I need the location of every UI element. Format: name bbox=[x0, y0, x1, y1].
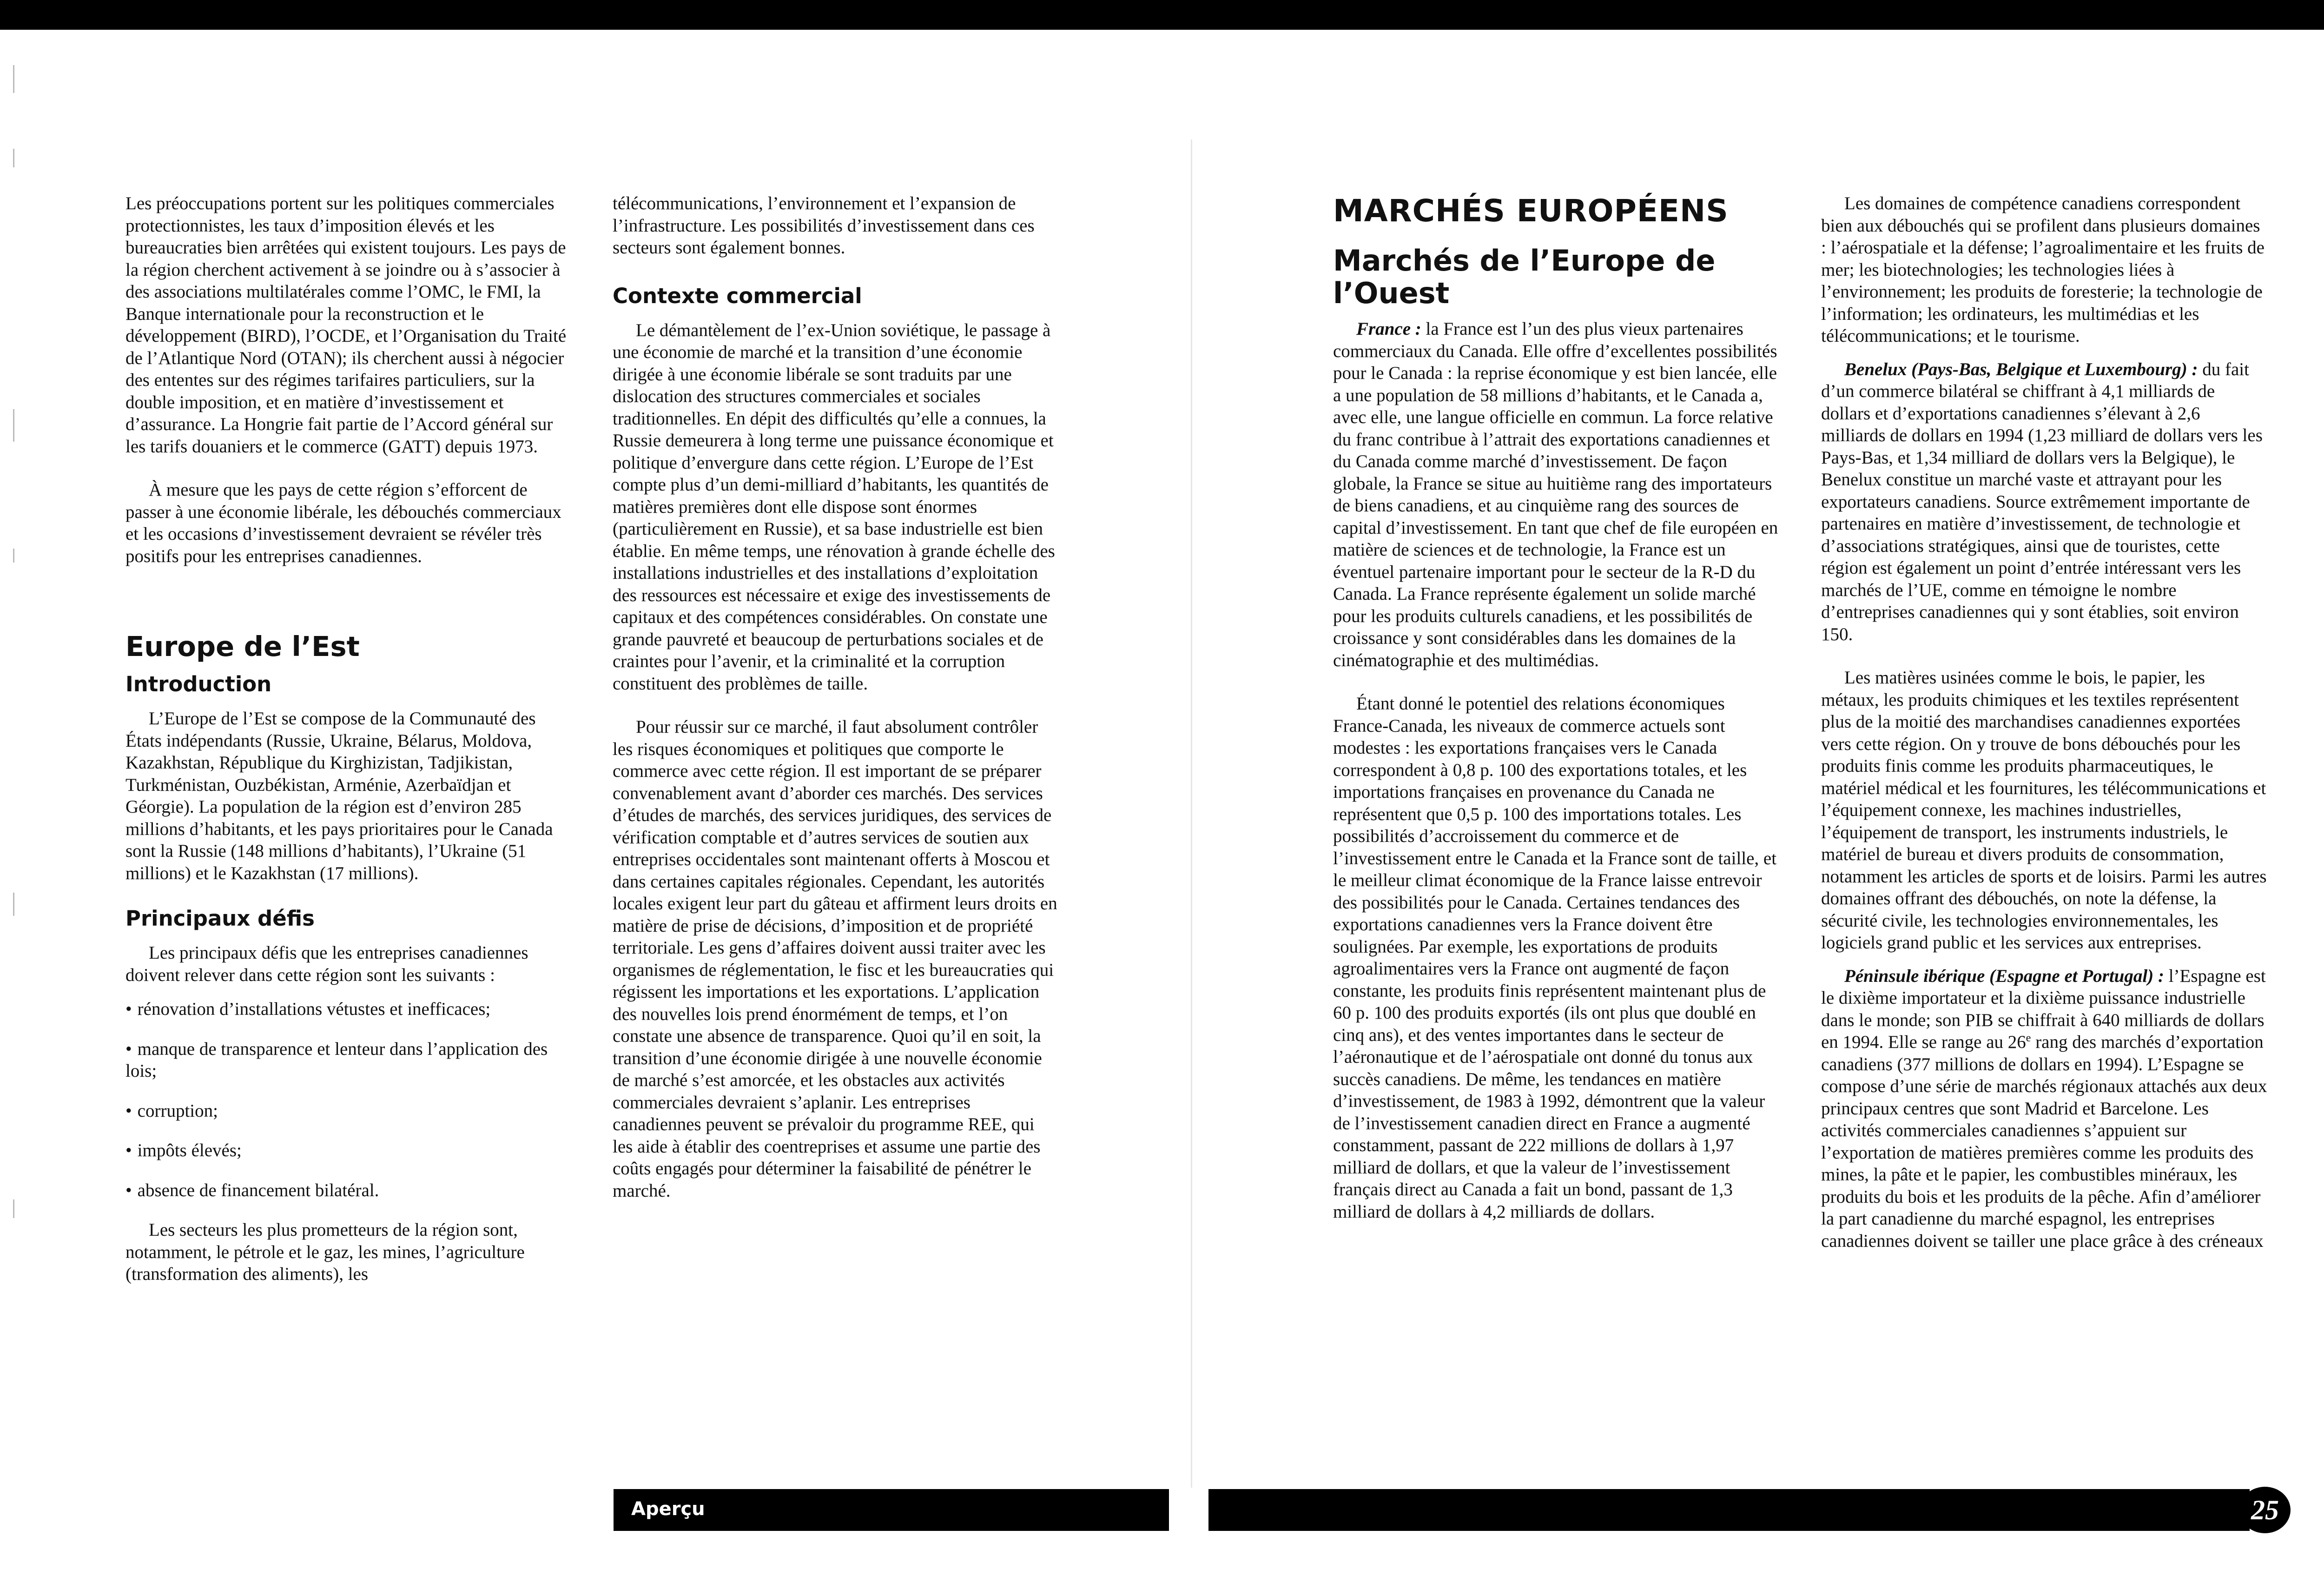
footer-section-label: Aperçu bbox=[631, 1498, 705, 1520]
paragraph-demantelement: Le démantèlement de l’ex-Union soviétique, le passage à une économie de marché et la transition d’une économie dirigée à une économie libérale se sont traduits par une dislocation des structures commerciales et sociales traditionnelles. En dépit des difficultés qu’elle a connues, la Russie demeurera à long terme une puissance économique et politique d’envergure dans cette région. L’Europe de l’Est compte plus d’un demi-milliard d’habitants, les quantités de matières premières dont elle dispose sont énormes (particulièrement en Russie), et sa base industrielle est bien établie. En même temps, une rénovation à grande échelle des installations industrielles et des installations d’exploitation des ressources est nécessaire et exige des investissements de capitaux et des compétences considérables. On constate une grande pauvreté et beaucoup de perturbations sociales et de craintes pour l’avenir, et la criminalité et la corruption constituent des problèmes de taille. bbox=[613, 320, 1055, 694]
heading-contexte-commercial: Contexte commercial bbox=[613, 283, 862, 308]
paragraph-benelux: Benelux (Pays-Bas, Belgique et Luxembourg) : du fait d’un commerce bilatéral se chiffrant à 4,1 milliards de dollars et d’exportations canadiennes s’élevant à 2,6 milliards de dollars en 1994 (1,23 milliard de dollars vers les Pays-Bas, et 1,34 milliard de dollars vers la Belgique), le Benelux constitue un marché vaste et attrayant pour les exportateurs canadiens. Source extrêmement importante de partenaires en matière d’investissement, de technologie et d’associations stratégiques, ainsi que de touristes, cette région est également un point d’entrée intéressant vers les marchés de l’UE, comme en témoigne le nombre d’entreprises canadiennes qui y sont établies, soit environ 150. bbox=[1821, 359, 2263, 644]
heading-introduction: Introduction bbox=[125, 672, 272, 696]
paragraph-matieres-usinees: Les matières usinées comme le bois, le papier, les métaux, les produits chimiques et les textiles représentent plus de la moitié des marchandises canadiennes exportées vers cette région. On y trouve de bons débouchés pour les produits finis comme les produits pharmaceutiques, le matériel médical et les fournitures, les télécommunications et l’équipement connexe, les machines industrielles, l’équipement de transport, les instruments industriels, le matériel de bureau et divers produits de consommation, notamment les articles de sports et de loisirs. Parmi les autres domaines offrant des débouchés, on note la défense, la sécurité civile, les technologies environnementales, les logiciels grand public et les services aux entreprises. bbox=[1821, 668, 2267, 953]
page-number-badge: 25 bbox=[2239, 1487, 2291, 1533]
page-gutter bbox=[1191, 139, 1192, 1488]
heading-europe-de-l-ouest: Marchés de l’Europe de l’Ouest bbox=[1333, 244, 1716, 310]
list-item: • rénovation d’installations vétustes et inefficaces; bbox=[125, 999, 491, 1019]
bullet-icon: • bbox=[125, 999, 132, 1019]
benelux-lead: Benelux (Pays-Bas, Belgique et Luxembourg) : bbox=[1844, 359, 2198, 379]
france-lead: France : bbox=[1356, 319, 1421, 339]
paragraph-telecommunications: télécommunications, l’environnement et l’expansion de l’infrastructure. Les possibilités d’investissement dans ces secteurs sont également bonnes. bbox=[613, 193, 1035, 258]
left-page-column-2 bbox=[613, 192, 1059, 1223]
heading-principaux-defis: Principaux défis bbox=[125, 906, 315, 931]
list-item: • absence de financement bilatéral. bbox=[125, 1180, 379, 1200]
heading-marches-europeens: MARCHÉS EUROPÉENS bbox=[1333, 193, 1729, 229]
paragraph-preoccupations: Les préoccupations portent sur les politiques commerciales protectionnistes, les taux d’imposition élevés et les bureaucraties bien arrêtées qui existent toujours. Les pays de la région cherchent activement à se joindre ou à s’associer à des associations multilatérales comme l’OMC, le FMI, la Banque internationale pour la reconstruction et le développement (BIRD), l’OCDE, et l’Organisation du Traité de l’Atlantique Nord (OTAN); ils cherchent aussi à négocier des ententes sur des régimes tarifaires particuliers, sur la double imposition, et en matière d’investissement et d’assurance. La Hongrie fait partie de l’Accord général sur les tarifs douaniers et le commerce (GATT) depuis 1973. bbox=[125, 193, 567, 457]
right-page-column-2 bbox=[1821, 192, 2267, 1273]
paragraph-etant-donne: Étant donné le potentiel des relations économiques France-Canada, les niveaux de commerce actuels sont modestes : les exportations françaises vers le Canada correspondent à 0,8 p. 100 des exportations totales, et les importations françaises en provenance du Canada ne représentent que 0,5 p. 100 des importations totales. Les possibilités d’accroissement du commerce et de l’investissement entre le Canada et la France sont de taille, et le meilleur climat économique de la France laisse entrevoir des possibilités pour le Canada. Certaines tendances des exportations canadiennes vers la France doivent être soulignées. Par exemple, les exportations de produits agroalimentaires vers la France ont augmenté de façon constante, les produits finis représentent maintenant plus de 60 p. 100 des produits exportés (ils ont plus que doublé en cinq ans), et des ventes importantes dans le secteur de l’aéronautique et de l’aérospatiale ont donné du tonus aux succès canadiens. De même, les tendances en matière d’investissement, de 1983 à 1992, démontrent que la valeur de l’investissement canadien direct en France a augmenté constamment, passant de 222 millions de dollars à 1,97 milliard de dollars, et que la valeur de l’investissement français direct au Canada a fait un bond, passant de 1,3 milliard de dollars à 4,2 milliards de dollars. bbox=[1333, 694, 1777, 1222]
list-item: • corruption; bbox=[125, 1100, 218, 1121]
heading-europe-de-l-est: Europe de l’Est bbox=[125, 630, 360, 662]
paragraph-peninsule-iberique: Péninsule ibérique (Espagne et Portugal) : l’Espagne est le dixième importateur et la dixième puissance industrielle dans le monde; son PIB se chiffrait à 640 milliards de dollars en 1994. Elle se range au 26e rang des marchés d’exportation canadiens (377 millions de dollars en 1994). L’Espagne se compose d’une série de marchés régionaux attachés aux deux principaux centres que sont Madrid et Barcelone. Les activités commerciales canadiennes s’appuient sur l’exportation de matières premières comme les produits des mines, la pâte et le papier, les combustibles minéraux, les produits du bois et les produits de la pêche. Afin d’améliorer la part canadienne du marché espagnol, les entreprises canadiennes doivent se tailler une place grâce à des créneaux bbox=[1821, 966, 2267, 1251]
bullet-icon: • bbox=[125, 1140, 132, 1160]
top-black-band bbox=[0, 0, 2324, 30]
paragraph-introduction: L’Europe de l’Est se compose de la Communauté des États indépendants (Russie, Ukraine, Bélarus, Moldova, Kazakhstan, République du Kirghizistan, Tadjikistan, Turkménistan, Ouzbékistan, Arménie, Azerbaïdjan et Géorgie). La population de la région est d’environ 285 millions d’habitants, et les pays prioritaires pour le Canada sont la Russie (148 millions d’habitants), l’Ukraine (51 millions) et le Kazakhstan (17 millions). bbox=[125, 709, 553, 883]
bullet-icon: • bbox=[125, 1180, 132, 1200]
paragraph-domaines: Les domaines de compétence canadiens correspondent bien aux débouchés qui se profilent dans plusieurs domaines : l’aérospatiale et la défense; l’agroalimentaire et les fruits de mer; les biotechnologies; les technologies liées à l’environnement; les produits de foresterie; la technologie de l’information; les ordinateurs, les multimédias et les télécommunications; et le tourisme. bbox=[1821, 193, 2265, 346]
iberique-lead: Péninsule ibérique (Espagne et Portugal) : bbox=[1844, 966, 2164, 986]
right-footer-bar bbox=[1208, 1489, 2250, 1531]
scan-edge-marks bbox=[13, 37, 32, 1525]
list-item: • impôts élevés; bbox=[125, 1140, 242, 1160]
bullet-icon: • bbox=[125, 1100, 132, 1121]
left-page-column-1 bbox=[125, 192, 572, 1307]
challenges-list bbox=[125, 998, 572, 1201]
paragraph-secteurs: Les secteurs les plus prometteurs de la région sont, notamment, le pétrole et le gaz, les mines, l’agriculture (transformation des aliments), les bbox=[125, 1220, 525, 1284]
paragraph-principaux-defis: Les principaux défis que les entreprises canadiennes doivent relever dans cette région sont les suivants : bbox=[125, 943, 528, 985]
paragraph-pour-reussir: Pour réussir sur ce marché, il faut absolument contrôler les risques économiques et politiques que comporte le commerce avec cette région. Il est important de se préparer convenablement avant d’aborder ces marchés. Des services d’études de marchés, des services juridiques, des services de vérification comptable et d’autres services de soutien aux entreprises occidentales sont maintenant offerts à Moscou et dans certaines capitales régionales. Cependant, les autorités locales exigent leur part du gâteau et affirment leurs droits en matière de prise de décisions, d’imposition et de propriété territoriale. Les gens d’affaires doivent aussi traiter avec les organismes de réglementation, le fisc et les bureaucraties qui régissent les importations et les exportations. L’application des nouvelles lois prend énormément de temps, et l’on constate une absence de transparence. Quoi qu’il en soit, la transition d’une économie dirigée à une nouvelle économie de marché s’est amorcée, et les obstacles aux activités commerciales devraient s’aplanir. Les entreprises canadiennes peuvent se prévaloir du programme REE, qui les aide à établir des coentreprises et assume une partie des coûts engagés pour déterminer la faisabilité de pénétrer le marché. bbox=[613, 717, 1057, 1201]
paragraph-a-mesure: À mesure que les pays de cette région s’efforcent de passer à une économie libérale, les débouchés commerciaux et les occasions d’investissement devraient se révéler très positifs pour les entreprises canadiennes. bbox=[125, 480, 561, 566]
paragraph-france: France : la France est l’un des plus vieux partenaires commerciaux du Canada. Elle offre d’excellentes possibilités pour le Canada : la reprise économique y est bien lancée, elle a une population de 58 millions d’habitants, et le Canada a, avec elle, une langue officielle en commun. La force relative du franc contribue à l’attrait des exportations canadiennes et du Canada comme marché d’investissement. De façon globale, la France se situe au huitième rang des importateurs de biens canadiens, et au cinquième rang des sources de capital d’investissement. En tant que chef de file européen en matière de sciences et de technologie, la France est un éventuel partenaire important pour le secteur de la R-D du Canada. La France représente également un solide marché pour les produits culturels canadiens, et les possibilités de croissance y sont considérables dans les domaines de la cinématographie et des multimédias. bbox=[1333, 319, 1778, 670]
right-page-column-1 bbox=[1333, 192, 1779, 1244]
list-item: • manque de transparence et lenteur dans l’application des lois; bbox=[125, 1039, 548, 1081]
bullet-icon: • bbox=[125, 1039, 132, 1059]
